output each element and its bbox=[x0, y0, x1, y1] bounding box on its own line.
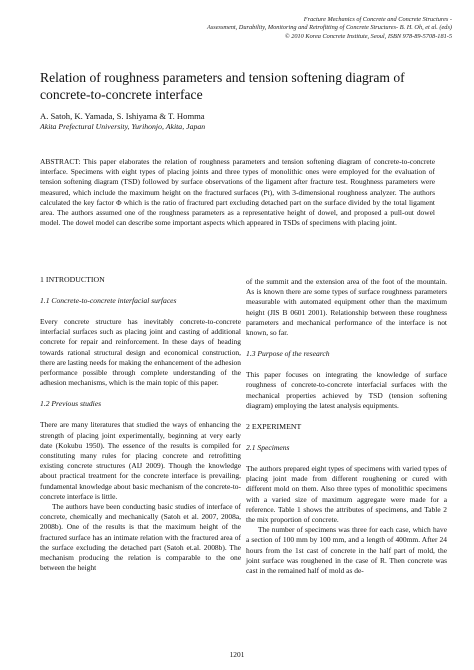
running-head-line-2: Assessment, Durability, Monitoring and Retrofitting of Concrete Structures- B. H. Oh, et al. (eds) bbox=[206, 24, 452, 32]
left-column bbox=[40, 275, 241, 573]
paragraph-1-2a: There are many literatures that studied the ways of enhancing the strength of placing joint experimentally, beginning at very early date (Kokubu 1950). The essence of the results is compiled for constituting many rules for placing concrete and retrofitting existing concrete structures (AIJ 2009). Though the knowledge about practical treatment for the concrete interface is prevailing, fundamental knowledge about basic mechanism of the concrete-to-concrete interface is little. bbox=[40, 420, 241, 501]
paragraph-1-2b: The authors have been conducting basic studies of interface of concrete, chemically and mechanically (Satoh et al. 2007, 2008a, 2008b). One of the results is that the maximum height of the fractured surface has an intimate relation with the fractured area of the surface excluding the detached part (Satoh et.al. 2008b). The mechanism producing the relation is comparable to the one between the height bbox=[40, 502, 241, 573]
subsection-heading-1-1: 1.1 Concrete-to-concrete interfacial surfaces bbox=[40, 296, 177, 305]
abstract: ABSTRACT: This paper elaborates the relation of roughness parameters and tension softening diagram of concrete-to-concrete interface. Specimens with eight types of placing joints and three types of monolithic ones were employed for the evaluation of tension softening diagram (TSD) followed by surface observations of the ligament after fracture test. Roughness parameters were measured, which include the maximum height on the fractured surfaces (Pt), with 3-dimensional roughness analyzer. The authors calculated the key factor Φ which is the ratio of fractured part excluding detached part on the surface divided by the total ligament area. The authors assumed one of the roughness parameters as a representative height of dowel, and proposed a pull-out dowel model. The dowel model can describe some important aspects which appeared in TSDs of specimens with placing joint. bbox=[40, 157, 435, 228]
paragraph-2-1a: The authors prepared eight types of specimens with varied types of placing joint made from different roughening or cured with different mold on them. Also three types of monolithic specimens with a varied size of maximum aggregate were made for a reference. Table 1 shows the attributes of specimens, and Table 2 the mix proportion of concrete. bbox=[246, 464, 447, 525]
author-list: A. Satoh, K. Yamada, S. Ishiyama & T. Homma bbox=[40, 111, 205, 121]
running-head bbox=[152, 16, 452, 41]
paragraph-1-2c: of the summit and the extension area of the foot of the mountain. As is known there are some types of surface roughness parameters measurable with automated equipment other than the maximum height (JIS B 0601 2001). Relationship between these roughness parameters and mechanical performance of the interface is not known, so far. bbox=[246, 277, 447, 338]
affiliation: Akita Prefectural University, Yurihonjo, Akita, Japan bbox=[40, 122, 206, 131]
page-number: 1201 bbox=[229, 650, 245, 659]
right-column bbox=[246, 277, 447, 576]
running-head-line-1: Fracture Mechanics of Concrete and Concrete Structures - bbox=[303, 16, 452, 23]
subsection-heading-1-2: 1.2 Previous studies bbox=[40, 399, 102, 409]
paper-title: Relation of roughness parameters and tension softening diagram of concrete-to-concrete interface bbox=[40, 70, 405, 102]
running-head-line-3: © 2010 Korea Concrete Institute, Seoul, ISBN 978-89-5708-181-5 bbox=[284, 32, 452, 40]
section-heading-introduction: 1 INTRODUCTION bbox=[40, 275, 105, 284]
paragraph-2-1b: The number of specimens was three for each case, which have a section of 100 mm by 100 mm, and a length of 400mm. After 24 hours from the 1st cast of concrete in the half part of mold, the joint surface was roughened in the case of R. Then concrete was cast in the remained half of mold as de- bbox=[246, 525, 447, 576]
subsection-heading-1-3: 1.3 Purpose of the research bbox=[246, 349, 330, 359]
section-heading-experiment: 2 EXPERIMENT bbox=[246, 422, 302, 432]
paragraph-1-3: This paper focuses on integrating the knowledge of surface roughness of concrete-to-concrete interfacial surfaces with the mechanical properties achieved by TSD (tension softening diagram) employing the latest analysis equipments. bbox=[246, 370, 447, 410]
paragraph-1-1: Every concrete structure has inevitably concrete-to-concrete interfacial surfaces such as placing joint and casting of additional concrete for repair and reinforcement. In these days of heading towards rational structural design and economical construction, there are lasting needs for making the enhancement of the adhesion performance possible through complete understanding of the adhesion mechanisms, which is the main topic of this paper. bbox=[40, 317, 241, 388]
subsection-heading-2-1: 2.1 Specimens bbox=[246, 443, 290, 453]
